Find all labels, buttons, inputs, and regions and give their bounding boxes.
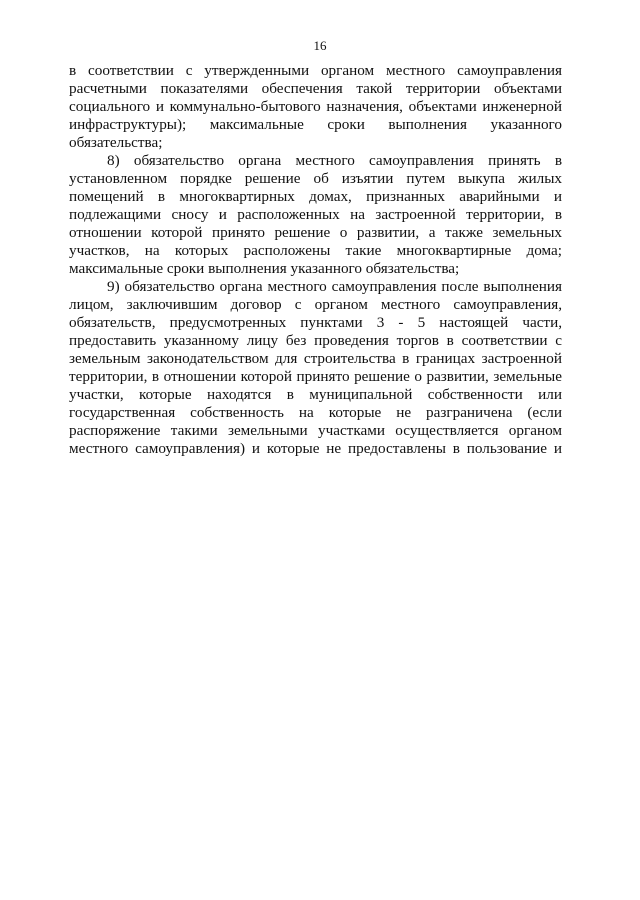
text-line: подлежащими сносу и расположенных на застроенной территории, в [69, 206, 562, 223]
text-line: обязательств, предусмотренных пунктами 3 - 5 настоящей части, [69, 314, 562, 331]
paragraph-item-8 [69, 152, 562, 278]
text-line: социального и коммунально-бытового назначения, объектами инженерной [69, 98, 562, 115]
text-line: предоставить указанному лицу без проведения торгов в соответствии с [69, 332, 562, 349]
paragraph-continuation [69, 62, 562, 152]
text-line: территории, в отношении которой принято решение о развитии, земельные [69, 368, 562, 385]
text-line: местного самоуправления) и которые не предоставлены в пользование и [69, 440, 562, 457]
text-line: помещений в многоквартирных домах, признанных аварийными и [69, 188, 562, 205]
text-line: государственная собственность на которые не разграничена (если [69, 404, 562, 421]
text-line: 8) обязательство органа местного самоуправления принять в [107, 152, 562, 169]
page-number: 16 [313, 38, 327, 53]
text-line: обязательства; [69, 134, 163, 151]
text-line: установленном порядке решение об изъятии путем выкупа жилых [69, 170, 562, 187]
text-line: инфраструктуры); максимальные сроки выполнения указанного [69, 116, 562, 133]
paragraph-item-9 [69, 278, 562, 458]
text-line: участков, на которых расположены такие многоквартирные дома; [69, 242, 562, 259]
text-line: отношении которой принято решение о развитии, а также земельных [69, 224, 562, 241]
text-line: участки, которые находятся в муниципальной собственности или [69, 386, 562, 403]
text-line: земельным законодательством для строительства в границах застроенной [69, 350, 562, 367]
text-line: расчетными показателями обеспечения такой территории объектами [69, 80, 562, 97]
text-line: распоряжение такими земельными участками осуществляется органом [69, 422, 562, 439]
text-line: лицом, заключившим договор с органом местного самоуправления, [69, 296, 562, 313]
text-line: 9) обязательство органа местного самоуправления после выполнения [107, 278, 562, 295]
text-line: в соответствии с утвержденными органом местного самоуправления [69, 62, 562, 79]
document-body [69, 62, 562, 458]
text-line: максимальные сроки выполнения указанного обязательства; [69, 260, 460, 277]
